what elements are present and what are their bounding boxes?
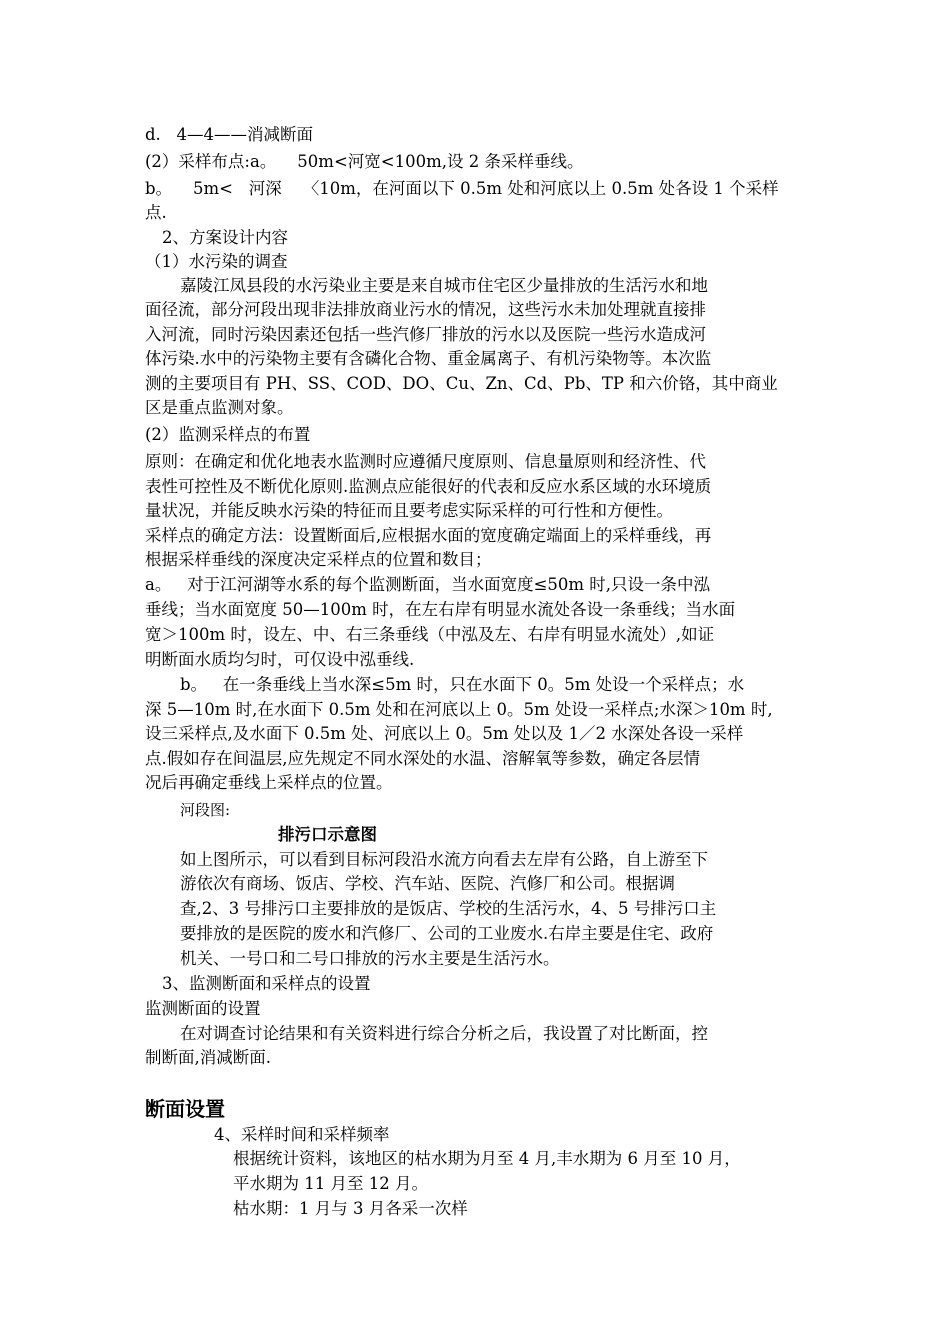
paragraph-line: 量状况，并能反映水污染的特征而且要考虑实际采样的可行性和方便性。 bbox=[145, 501, 673, 520]
paragraph-line: 深 5—10m 时,在水面下 0.5m 处和在河底以上 0。5m 处设一采样点;水深＞10m 时, bbox=[145, 700, 773, 719]
paragraph-line: 体污染.水中的污染物主要有含磷化合物、重金属离子、有机污染物等。本次监 bbox=[145, 349, 712, 368]
paragraph-line: 要排放的是医院的废水和汽修厂、公司的工业废水.右岸主要是住宅、政府 bbox=[180, 924, 714, 943]
paragraph-line: 根据采样垂线的深度决定采样点的位置和数目； bbox=[145, 550, 492, 569]
paragraph-line: 宽＞100m 时，设左、中、右三条垂线（中泓及左、右岸有明显水流处）,如证 bbox=[145, 625, 715, 644]
paragraph-line: 明断面水质均匀时，可仅设中泓垂线. bbox=[145, 650, 415, 669]
section-heading: 4、采样时间和采样频率 bbox=[214, 1125, 390, 1144]
paragraph-line: 测的主要项目有 PH、SS、COD、DO、Cu、Zn、Cd、Pb、TP 和六价铬，其中商业 bbox=[145, 374, 778, 393]
paragraph-line: 如上图所示，可以看到目标河段沿水流方向看去左岸有公路，自上游至下 bbox=[180, 850, 708, 869]
paragraph-line: 表性可控性及不断优化原则.监测点应能很好的代表和反应水系区域的水环境质 bbox=[145, 477, 712, 496]
paragraph-line: 采样点的确定方法：设置断面后,应根据水面的宽度确定端面上的采样垂线，再 bbox=[145, 526, 712, 545]
paragraph-line: a。 对于江河湖等水系的每个监测断面，当水面宽度≤50m 时,只设一条中泓 bbox=[145, 575, 711, 594]
section-heading: 2、方案设计内容 bbox=[162, 228, 288, 247]
paragraph-line: 机关、一号口和二号口排放的污水主要是生活污水。 bbox=[180, 949, 560, 968]
section-heading: 3、监测断面和采样点的设置 bbox=[162, 974, 371, 993]
text-line: d. 4—4——消减断面 bbox=[145, 125, 314, 144]
figure-caption: 排污口示意图 bbox=[278, 825, 377, 844]
subsection-heading: (2）监测采样点的布置 bbox=[145, 425, 311, 444]
heading-section-setting: 断面设置 bbox=[145, 1097, 225, 1121]
paragraph-line: 嘉陵江凤县段的水污染业主要是来自城市住宅区少量排放的生活污水和地 bbox=[180, 276, 708, 295]
paragraph-line: 况后再确定垂线上采样点的位置。 bbox=[145, 773, 393, 792]
text-line: (2）采样布点:a。 50m<河宽<100m,设 2 条采样垂线。 bbox=[145, 152, 584, 171]
paragraph-line: 区是重点监测对象。 bbox=[145, 398, 294, 417]
figure-label: 河段图: bbox=[180, 801, 231, 819]
paragraph-line: 根据统计资料，该地区的枯水期为月至 4 月,丰水期为 6 月至 10 月， bbox=[233, 1149, 741, 1168]
paragraph-line: 垂线；当水面宽度 50—100m 时，在左右岸有明显水流处各设一条垂线；当水面 bbox=[145, 600, 736, 619]
paragraph-line: 点.假如存在间温层,应先规定不同水深处的水温、溶解氧等参数，确定各层情 bbox=[145, 749, 700, 768]
paragraph-line: 面径流，部分河段出现非法排放商业污水的情况，这些污水未加处理就直接排 bbox=[145, 300, 706, 319]
text-line: 点. bbox=[145, 203, 167, 222]
paragraph-line: 设三采样点,及水面下 0.5m 处、河底以上 0。5m 处以及 1／2 水深处各设一采样 bbox=[145, 724, 744, 743]
text-line: b。 5m< 河深 〈10m，在河面以下 0.5m 处和河底以上 0.5m 处各设 1 个采样 bbox=[145, 179, 779, 198]
paragraph-line: 在对调查讨论结果和有关资料进行综合分析之后，我设置了对比断面，控 bbox=[180, 1024, 708, 1043]
paragraph-line: 制断面,消减断面. bbox=[145, 1048, 271, 1067]
paragraph-line: 查,2、3 号排污口主要排放的是饭店、学校的生活污水，4、5 号排污口主 bbox=[180, 899, 717, 918]
subsection-heading: （1）水污染的调查 bbox=[145, 252, 288, 271]
subsection-heading: 监测断面的设置 bbox=[145, 999, 261, 1018]
paragraph-line: 平水期为 11 月至 12 月。 bbox=[233, 1174, 428, 1193]
paragraph-line: 枯水期：1 月与 3 月各采一次样 bbox=[233, 1199, 468, 1218]
paragraph-line: 入河流，同时污染因素还包括一些汽修厂排放的污水以及医院一些污水造成河 bbox=[145, 325, 706, 344]
paragraph-line: 游依次有商场、饭店、学校、汽车站、医院、汽修厂和公司。根据调 bbox=[180, 874, 675, 893]
paragraph-line: b。 在一条垂线上当水深≤5m 时，只在水面下 0。5m 处设一个采样点；水 bbox=[180, 675, 745, 694]
paragraph-line: 原则：在确定和优化地表水监测时应遵循尺度原则、信息量原则和经济性、代 bbox=[145, 452, 706, 471]
